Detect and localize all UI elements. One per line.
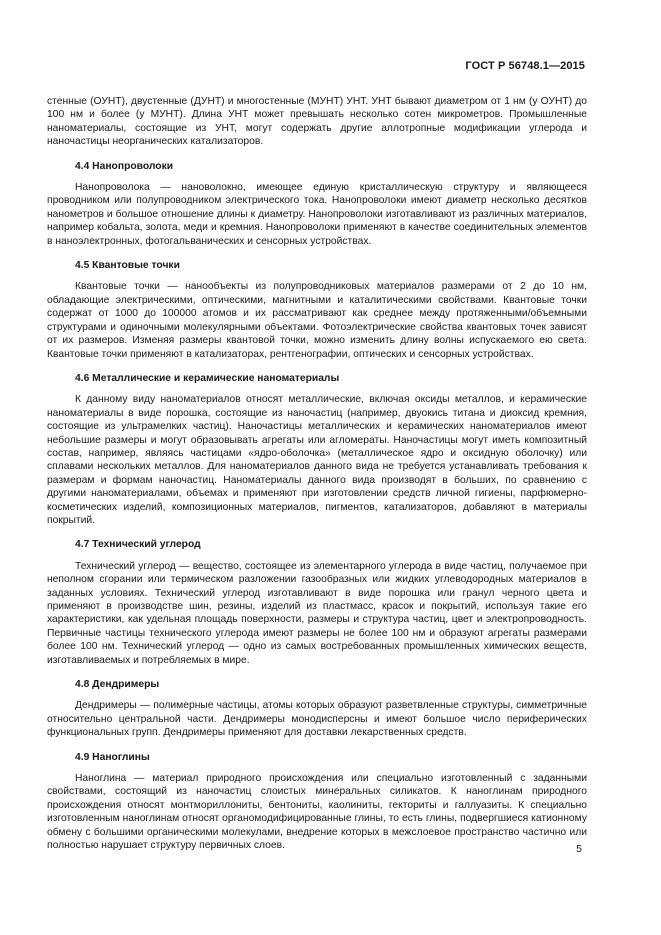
section-paragraph-4-9: Наноглина — материал природного происхождения или специально изготовленный с заданными свойствами, состоящий из наночастиц слоистых минеральных силикатов. К наноглинам природного происхождения относят монтмориллониты, бентониты, каолиниты, гекториты и галлуазиты. К специально изготовленным наноглинам относят органомодифицированные глины, то есть глины, подвергшиеся катионному обмену с большими органическими молекулами, внедрение которых в межслоевое пространство частично или полностью нарушает структуру первичных слоев. (47, 773, 587, 852)
intro-paragraph: стенные (ОУНТ), двустенные (ДУНТ) и многостенные (МУНТ) УНТ. УНТ бывают диаметром от 1 нм (у ОУНТ) до 100 нм и более (у МУНТ). Длина УНТ может превышать несколько сотен микрометров. Промышленные наноматериалы, состоящие из УНТ, могут содержать другие аллотропные модификации углерода и наночастицы неорганических катализаторов. (47, 96, 587, 148)
section-paragraph-4-8: Дендримеры — полимерные частицы, атомы которых образуют разветвленные структуры, симметричные относительно центральной части. Дендримеры монодисперсны и имеют большое число периферических функциональных групп. Дендримеры применяют для доставки лекарственных средств. (47, 700, 587, 739)
section-paragraph-4-7: Технический углерод — вещество, состоящее из элементарного углерода в виде частиц, получаемое при неполном сгорании или термическом разложении газообразных или жидких углеводородных материалов в заданных условиях. Технический углерод изготавливают в виде порошка или гранул черного цвета и применяют в производстве шин, резины, изделий из пластмасс, красок и покрытий, используя такие его характеристики, как удельная площадь поверхности, размеры и структура частиц, цвет и электропроводность. Первичные частицы технического углерода имеют размеры не более 100 нм и образуют агрегаты размерами более 100 нм. Технический углерод — одно из самых востребованных промышленных химических веществ, изготавливаемых и потребляемых в мире. (47, 560, 587, 666)
section-heading-4-5: 4.5 Квантовые точки (75, 260, 180, 272)
section-heading-4-7: 4.7 Технический углерод (75, 539, 201, 551)
section-heading-4-6: 4.6 Металлические и керамические наноматериалы (75, 372, 340, 384)
page-number: 5 (576, 843, 582, 855)
document-header: ГОСТ Р 56748.1—2015 (465, 60, 585, 72)
section-paragraph-4-4: Нанопроволока — нановолокно, имеющее единую кристаллическую структуру и являющееся проводником или полупроводником электрического тока. Нанопроволоки имеют диаметр несколько десятков нанометров и большое отношение длины к диаметру. Нанопроволоки изготавливают из различных материалов, например кобальта, золота, меди и кремния. Нанопроволоки применяют в качестве соединительных элементов в наноэлектронных, фотогальванических и сенсорных устройствах. (47, 182, 587, 247)
document-body (47, 95, 587, 853)
section-paragraph-4-6: К данному виду наноматериалов относят металлические, включая оксиды металлов, и керамические наноматериалы в виде порошка, состоящие из наночастиц (например, двуокись титана и диоксид кремния, состоящие из ультрамелких частиц). Наночастицы металлических и керамических наноматериалов имеют небольшие размеры и могут образовывать агрегаты или агломераты. Наночастицы могут иметь композитный состав, например, являясь частицами «ядро-оболочка» (металлическое ядро и оксидную оболочку) или сплавами нескольких металлов. Для наноматериалов данного вида не требуется устанавливать требования к размерам и формам наночастиц. Наноматериалы данного вида производят в больших, по сравнению с другими наноматериалами, объемах и применяют при изготовлении средств личной гигиены, парфюмерно-косметических изделий, композиционных материалов, пигментов, катализаторов, добавляют в материалы покрытий. (47, 394, 587, 526)
section-heading-4-9: 4.9 Наноглины (75, 751, 150, 763)
section-heading-4-4: 4.4 Нанопроволоки (75, 160, 174, 172)
section-heading-4-8: 4.8 Дендримеры (75, 679, 160, 691)
section-paragraph-4-5: Квантовые точки — нанообъекты из полупроводниковых материалов размерами от 2 до 10 нм, обладающие электрическими, оптическими, магнитными и каталитическими свойствами. Квантовые точки содержат от 1000 до 100000 атомов и их рассматривают как среднее между протяженными/объемными структурами и одиночными молекулярными объектами. Фотоэлектрические свойства квантовых точек зависят от их размеров. Изменяя размеры квантовой точки, можно изменить длину волны испускаемого ею света. Квантовые точки применяют в катализаторах, рентгенографии, оптических и сенсорных устройствах. (47, 281, 587, 360)
